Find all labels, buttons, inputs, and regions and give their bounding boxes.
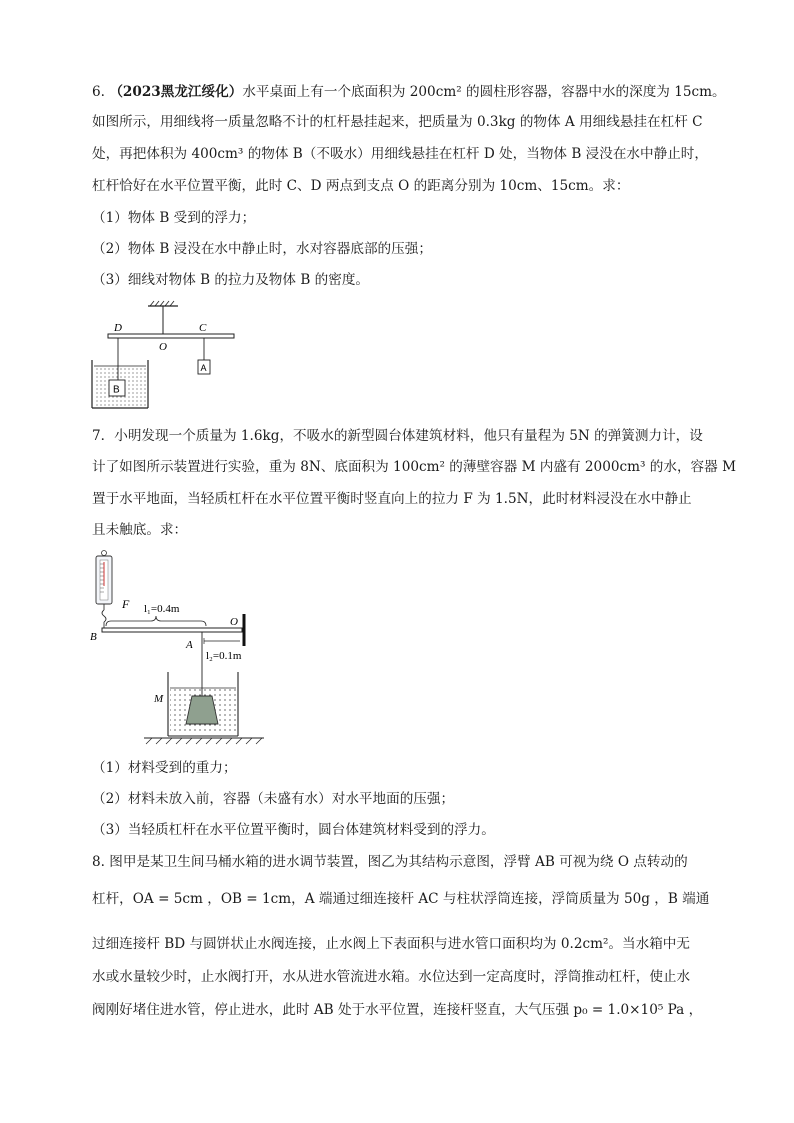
q8-line-3: 过细连接杆 BD 与圆饼状止水阀连接，止水阀上下表面积与进水管口面积均为 0.2cm²。当水箱中无: [92, 936, 690, 952]
q6-label-D: D: [114, 322, 122, 334]
q7-line-1: 7．小明发现一个质量为 1.6kg，不吸水的新型圆台体建筑材料，他只有量程为 5N 的弹簧测力计，设: [92, 428, 703, 444]
q7-label-A: A: [186, 639, 193, 651]
q8-line-4: 水或水量较少时，止水阀打开，水从进水管流进水箱。水位达到一定高度时，浮筒推动杠杆，使止水: [92, 969, 691, 985]
q6-sub-3: （3）细线对物体 B 的拉力及物体 B 的密度。: [92, 272, 370, 288]
q6-sub-1: （1）物体 B 受到的浮力；: [92, 210, 256, 226]
q7-sub-3: （3）当轻质杠杆在水平位置平衡时，圆台体建筑材料受到的浮力。: [92, 822, 495, 838]
q6-number: 6.: [92, 84, 105, 100]
q7-line-2: 计了如图所示装置进行实验，重为 8N、底面积为 100cm² 的薄壁容器 M 内盛有 2000cm³ 的水，容器 M: [92, 459, 736, 475]
q7-label-l1: l₁=0.4m: [144, 603, 180, 615]
q7-sub-2: （2）材料未放入前，容器（未盛有水）对水平地面的压强；: [92, 791, 455, 807]
q6-ceiling-support: [148, 301, 178, 334]
q7-label-M: M: [154, 693, 164, 705]
q8-line-5: 阀刚好堵住进水管，停止进水，此时 AB 处于水平位置，连接杆竖直，大气压强 p₀ = 1.0×10⁵ Pa ，: [92, 1002, 703, 1018]
q7-ground: [144, 738, 264, 744]
q6-line-4: 杠杆恰好在水平位置平衡，此时 C、D 两点到支点 O 的距离分别为 10cm、15cm。求：: [92, 178, 630, 194]
q7-lever-figure: [88, 548, 278, 748]
q7-label-l2: l₂=0.1m: [206, 650, 242, 662]
q6-label-B: B: [113, 384, 120, 396]
q6-line-3: 处，再把体积为 400cm³ 的物体 B（不吸水）用细线悬挂在杠杆 D 处，当物体 B 浸没在水中静止时，: [92, 146, 708, 162]
q6-lever: [108, 334, 234, 338]
q6-lever-figure: [88, 300, 248, 410]
q6-line-2: 如图所示，用细线将一质量忽略不计的杠杆悬挂起来，把质量为 0.3kg 的物体 A 用细线悬挂在杠杆 C: [92, 114, 703, 130]
q7-frustum-material: [186, 696, 218, 724]
q7-sub-1: （1）材料受到的重力；: [92, 760, 237, 776]
q7-lever: [102, 628, 242, 632]
spring-scale-icon: [96, 551, 112, 629]
q6-source: （2023黑龙江绥化）: [109, 84, 243, 100]
q7-label-F: F: [122, 597, 130, 611]
q8-line-2: 杠杆，OA = 5cm ，OB = 1cm，A 端通过细连接杆 AC 与柱状浮筒连接，浮筒质量为 50g ，B 端通: [92, 891, 710, 907]
q6-sub-2: （2）物体 B 浸没在水中静止时，水对容器底部的压强；: [92, 241, 432, 257]
q8-line-1: 8. 图甲是某卫生间马桶水箱的进水调节装置，图乙为其结构示意图，浮臂 AB 可视为绕 O 点转动的: [92, 854, 688, 870]
q7-line-4: 且未触底。求：: [92, 522, 188, 538]
q6-line-1: [92, 83, 726, 101]
q7-line-3: 置于水平地面，当轻质杠杆在水平位置平衡时竖直向上的拉力 F 为 1.5N，此时材料浸没在水中静止: [92, 491, 692, 507]
q7-label-B: B: [90, 631, 97, 643]
q6-text-1: 水平桌面上有一个底面积为 200cm² 的圆柱形容器，容器中水的深度为 15cm。: [242, 84, 726, 100]
q6-label-O: O: [159, 341, 167, 353]
q7-label-O: O: [230, 616, 238, 628]
q6-label-C: C: [199, 322, 207, 334]
q6-label-A: A: [200, 363, 207, 373]
